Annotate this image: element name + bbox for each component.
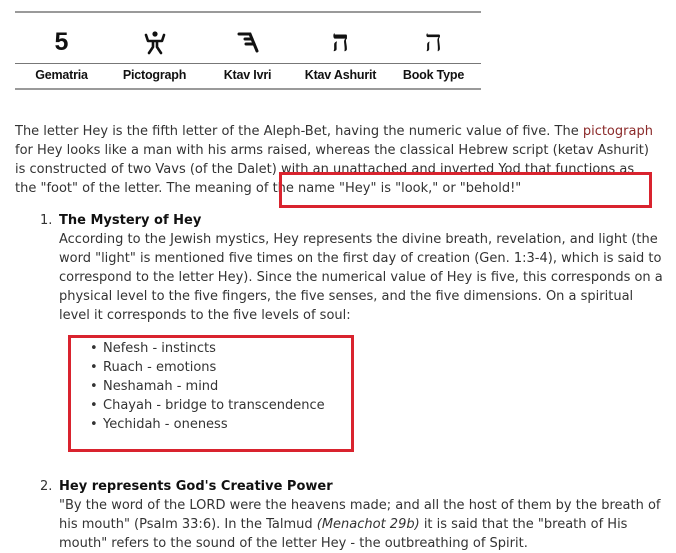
table-middle-rule [15,63,481,64]
list-item: • Neshamah - mind [90,379,219,394]
column-label-book-type: Book Type [402,68,465,82]
list-item: • Ruach - emotions [90,360,217,375]
section-title: The Mystery of Hey [59,213,202,228]
column-ktav-ivri [201,11,294,88]
pictograph-man-arms-raised-icon [144,29,166,55]
list-item: • Chayah - bridge to transcendence [90,398,325,413]
list-item: • Nefesh - instincts [90,341,216,356]
pictograph-link[interactable]: pictograph [582,124,653,139]
column-book-type [387,11,480,88]
section-body: "By the word of the LORD were the heavens made; and all the host of them by the breath of his mouth" (Psalm 33:6). In the Talmud (Menachot 29b) it is said that the "breath of His mouth" refers to the sound of the letter Hey - the outbreathing of Spirit. [59,498,661,551]
ktav-ivri-hey-icon [236,29,260,55]
section-body: According to the Jewish mystics, Hey represents the divine breath, revelation, and light (the word "light" is mentioned five times on the first day of creation (Gen. 1:3-4), which is said to correspond to the letter Hey). Since the numerical value of Hey is five, this corresponds on a physical level to the five fingers, the five senses, and the five dimensions. On a spiritual level it corresponds to the five levels of soul: [59,232,663,323]
ktav-ashurit-glyph: ה [331,24,350,59]
levels-highlight-box [68,335,354,452]
section-creative-power: 2. Hey represents God's Creative Power "By the word of the LORD were the heavens made; and all the host of them by the breath of his mouth" (Psalm 33:6). In the Talmud (Menachot 29b) it is said that the "breath of His mouth" refers to the sound of the letter Hey - the outbreathing of Spirit. [15,477,665,553]
column-gematria [15,11,108,88]
intro-paragraph: The letter Hey is the fifth letter of the Aleph-Bet, having the numeric value of five. The pictograph for Hey looks like a man with his arms raised, whereas the classical Hebrew script (ketav Ashurit) is constructed of two Vavs (of the Dalet) with an unattached and inverted Yod that functions as the "foot" of the letter. The meaning of the name "Hey" is "look," or "behold!" [15,124,653,196]
section-mystery-of-hey: 1. The Mystery of Hey According to the Jewish mystics, Hey represents the divine breath, revelation, and light (the word "light" is mentioned five times on the first day of creation (Gen. 1:3-4), which is said to correspond to the letter Hey). Since the numerical value of Hey is five, this corresponds on a physical level to the five fingers, the five senses, and the five dimensions. On a spiritual level it corresponds to the five levels of soul: • Nefesh - instincts • Ruach - emotions • Neshamah - mind • Chayah - bridge to transcendence • Yechidah - oneness [15,211,665,434]
table-bottom-rule [15,88,481,90]
meaning-highlight-box [279,172,652,208]
column-ktav-ashurit [294,11,387,88]
column-label-ktav-ivri: Ktav Ivri [223,68,272,82]
book-type-glyph: ה [424,24,443,59]
highlighted-meaning-sentence: The meaning of the name "Hey" is "look," or "behold!" [162,181,522,196]
column-label-gematria: Gematria [35,68,88,82]
gematria-numeral: 5 [54,27,69,56]
column-label-ktav-ashurit: Ktav Ashurit [304,68,377,82]
section-title: Hey represents God's Creative Power [59,479,333,494]
column-label-pictograph: Pictograph [122,68,187,82]
column-pictograph [108,11,201,88]
list-item: • Yechidah - oneness [90,417,228,432]
letter-forms-table [15,11,481,90]
